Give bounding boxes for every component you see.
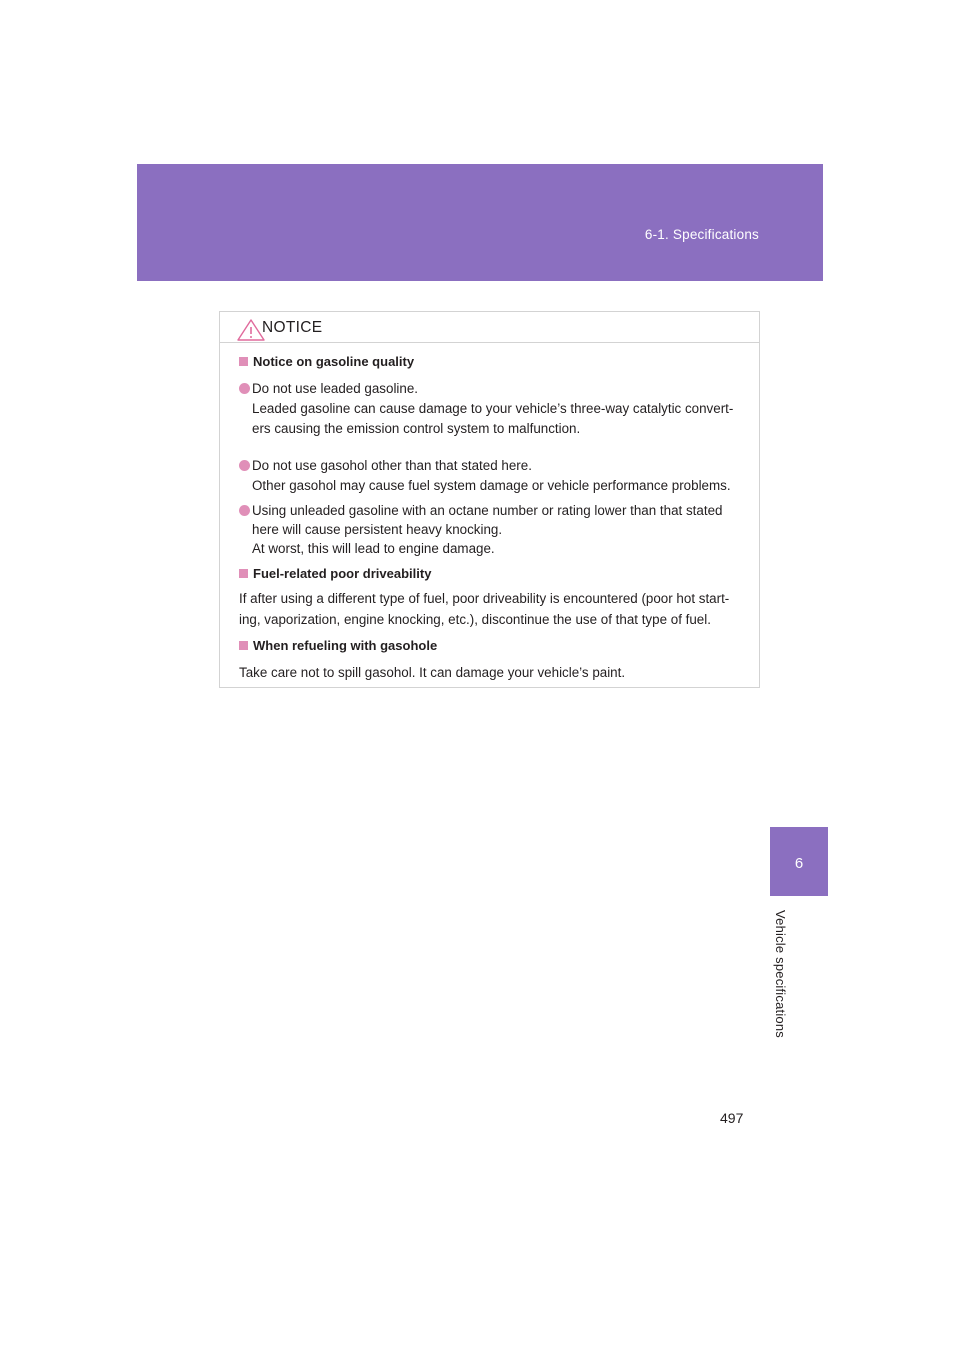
section-title: 6-1. Specifications <box>644 227 759 242</box>
square-bullet-icon <box>239 569 248 578</box>
chapter-number: 6 <box>794 855 804 872</box>
section-heading: Fuel-related poor driveability <box>239 566 431 581</box>
page-number: 497 <box>720 1110 744 1126</box>
notice-header <box>220 312 759 343</box>
bullet-dot-icon <box>239 505 250 516</box>
bullet-dot-icon <box>239 460 250 471</box>
square-bullet-icon <box>239 357 248 366</box>
section-heading: Notice on gasoline quality <box>239 354 414 369</box>
notice-title: NOTICE <box>262 319 323 336</box>
header-bar <box>137 164 823 281</box>
chapter-label: Vehicle specifications <box>773 910 788 1038</box>
notice-box: NOTICE Notice on gasoline quality Do not use leaded gasoline. Leaded gasoline can cause damage to your vehicle’s three-way catalytic convert- ers causing the emission control system to malfunction. Do not use gasohol other than that stated here. Other gasohol may cause fuel system damage or vehicle performance problems. Using unleaded gasoline with an octane number or rating lower than that stated here will cause persistent heavy knocking. At worst, this will lead to engine damage. Fuel-related poor driveability If after using a different type of fuel, poor driveability is encountered (poor hot start- ing, vaporization, engine knocking, etc.), discontinue the use of that type of fuel. When refueling with gasohole Take care not to spill gasohol. It can damage your vehicle’s paint. <box>219 311 760 688</box>
paragraph-line: If after using a different type of fuel, poor driveability is encountered (poor hot start- <box>239 591 730 606</box>
square-bullet-icon <box>239 641 248 650</box>
paragraph-line: ing, vaporization, engine knocking, etc.), discontinue the use of that type of fuel. <box>239 612 711 627</box>
paragraph-line: Take care not to spill gasohol. It can damage your vehicle’s paint. <box>239 665 626 680</box>
chapter-tab[interactable] <box>770 827 828 896</box>
bullet-dot-icon <box>239 383 250 394</box>
section-heading: When refueling with gasohole <box>239 638 437 653</box>
